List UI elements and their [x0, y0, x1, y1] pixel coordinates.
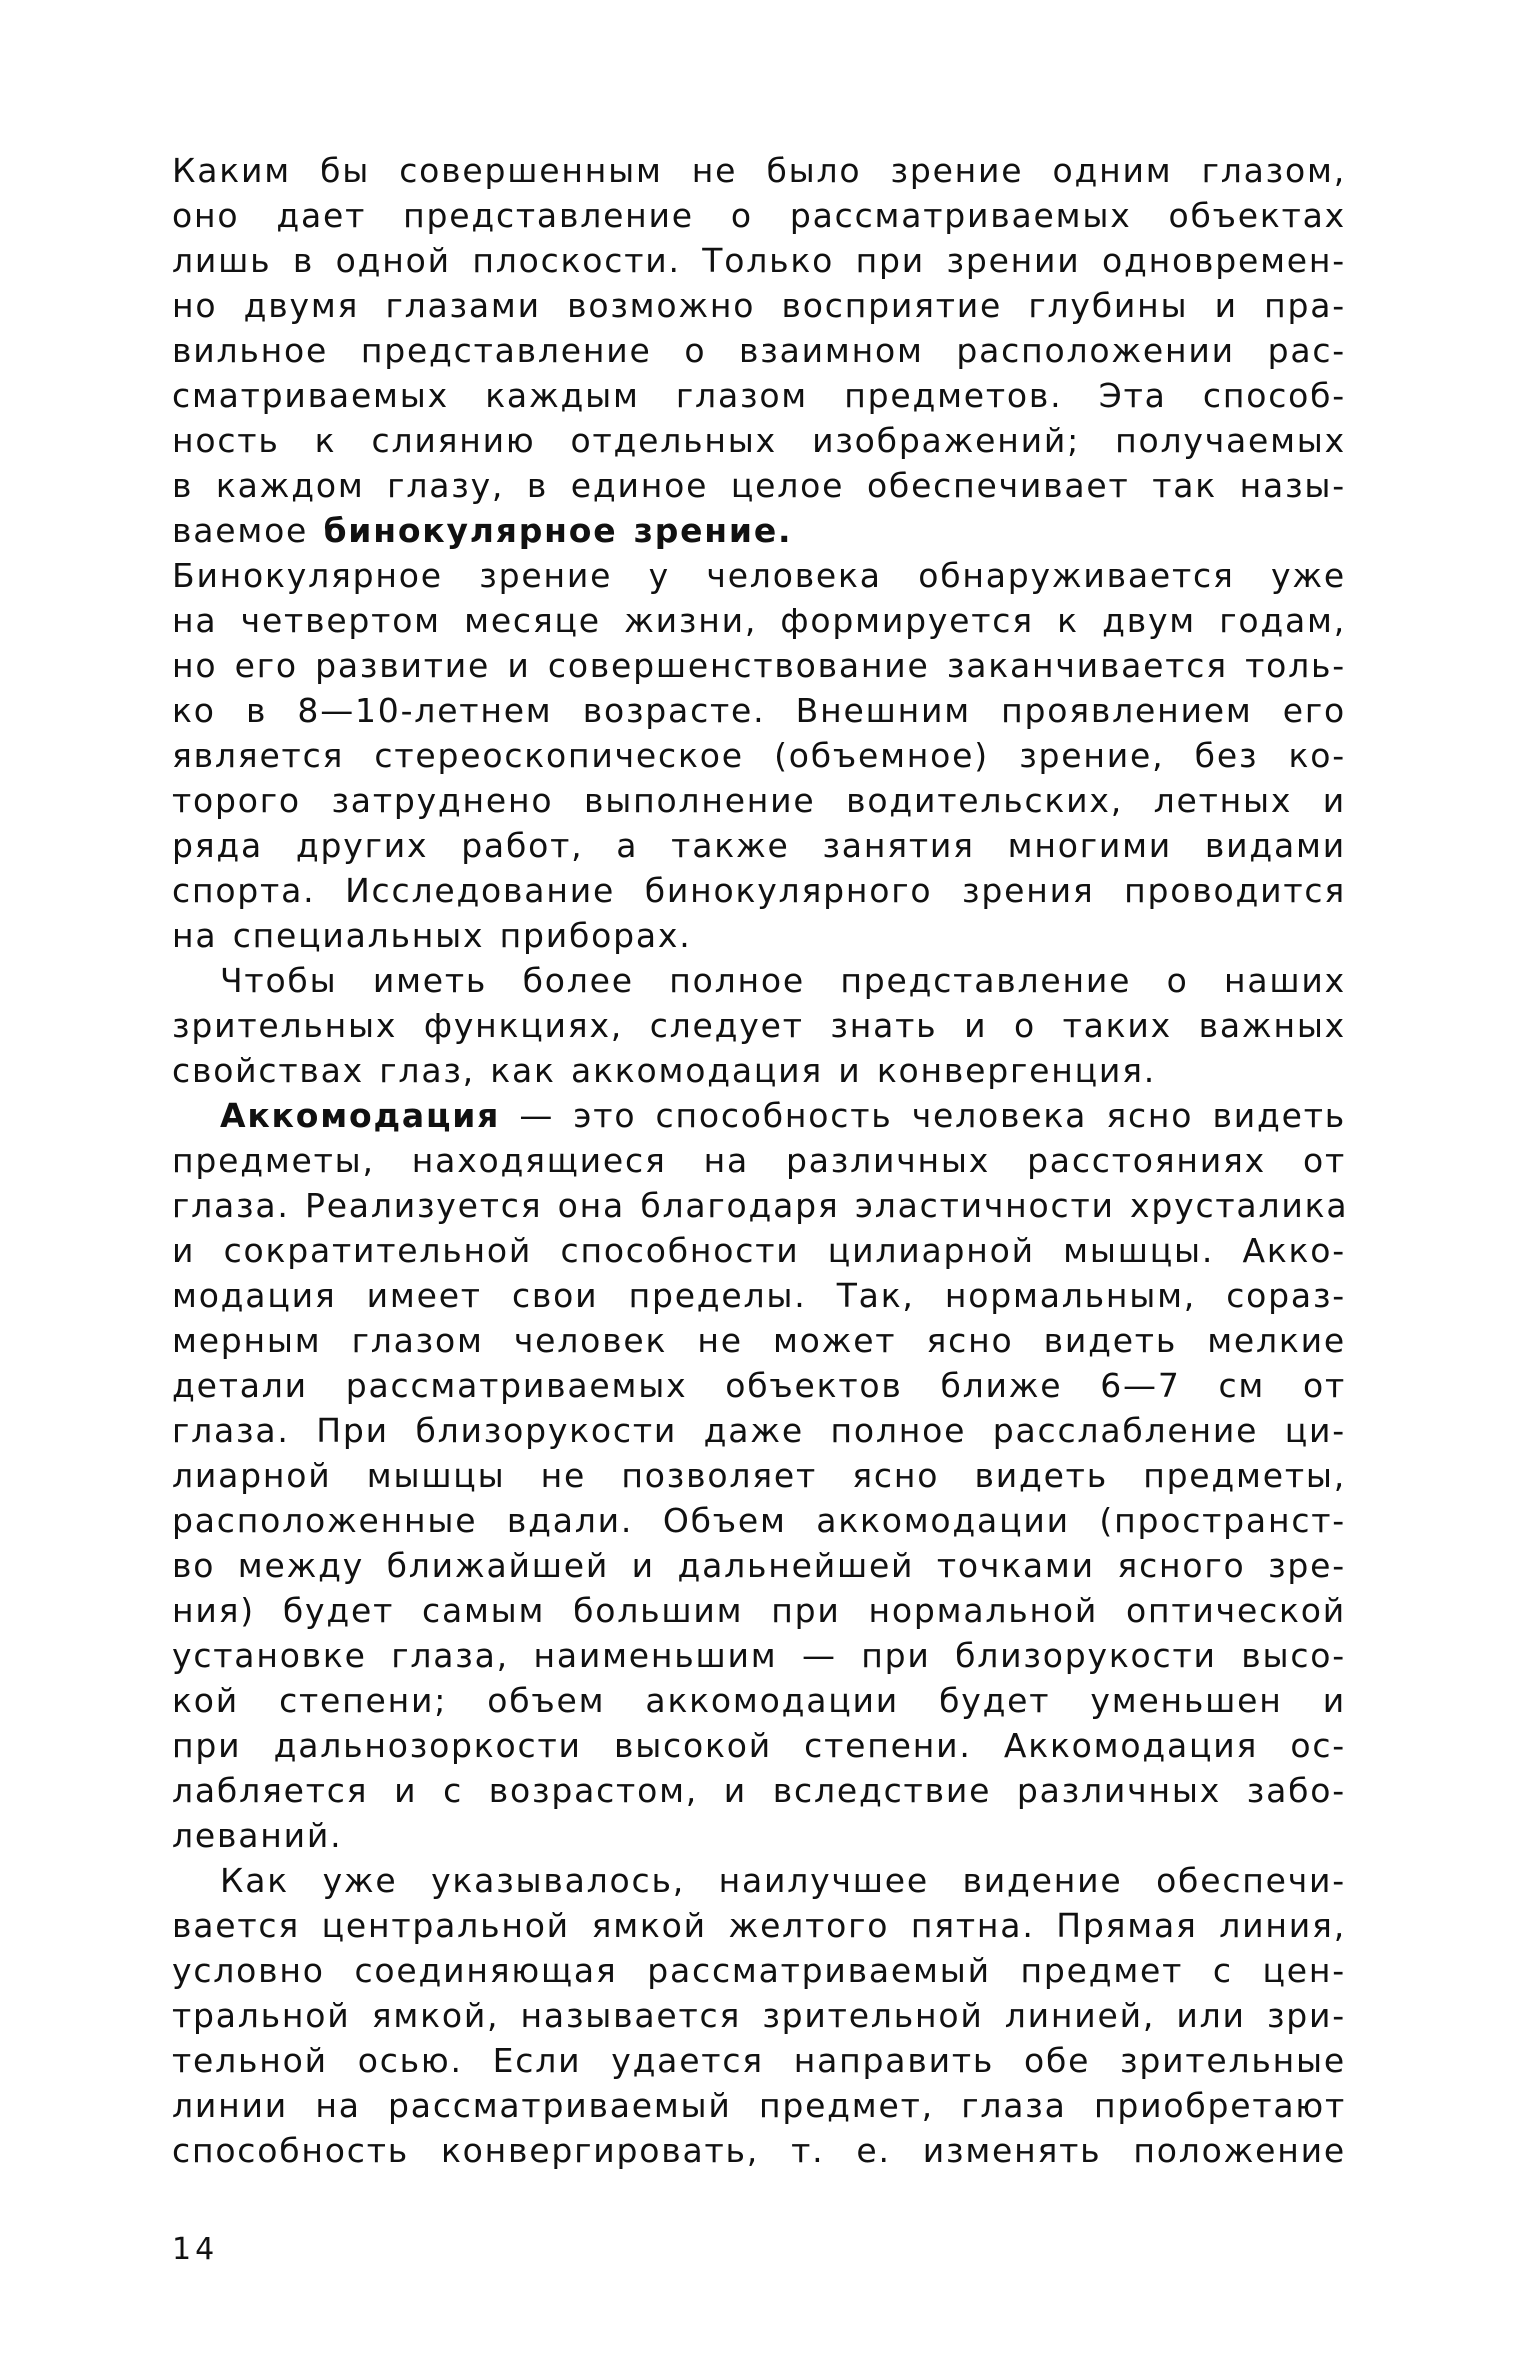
- text-line: установке глаза, наименьшим — при близорукости высо-: [172, 1636, 1346, 1675]
- text-line: при дальнозоркости высокой степени. Аккомодация ос-: [172, 1726, 1346, 1765]
- text-line: но его развитие и совершенствование заканчивается толь-: [172, 646, 1346, 685]
- text-line: лиарной мышцы не позволяет ясно видеть предметы,: [172, 1456, 1346, 1495]
- text-line: Бинокулярное зрение у человека обнаруживается уже: [172, 556, 1346, 595]
- text-line: и сократительной способности цилиарной мышцы. Акко-: [172, 1231, 1346, 1270]
- text-line: оно дает представление о рассматриваемых объектах: [172, 196, 1346, 235]
- text-line: мерным глазом человек не может ясно видеть мелкие: [172, 1321, 1346, 1360]
- text-line-with-term: [172, 508, 1346, 553]
- text-line: ряда других работ, а также занятия многими видами: [172, 826, 1346, 865]
- text-line: модация имеет свои пределы. Так, нормальным, сораз-: [172, 1276, 1346, 1315]
- paragraph-accommodation: [172, 1093, 1349, 1858]
- paragraph-binocular-intro: [172, 148, 1346, 553]
- page-number: 14: [172, 2232, 219, 2267]
- paragraph-convergence: [172, 1858, 1346, 2173]
- term-binocular-vision: бинокулярное зрение.: [323, 511, 793, 550]
- text-line: леваний.: [172, 1816, 343, 1855]
- text-line: вается центральной ямкой желтого пятна. Прямая линия,: [172, 1906, 1346, 1945]
- text-line: Как уже указывалось, наилучшее видение обеспечи-: [220, 1861, 1346, 1900]
- text-line: сматриваемых каждым глазом предметов. Эта способ-: [172, 376, 1346, 415]
- text-line: условно соединяющая рассматриваемый предмет с цен-: [172, 1951, 1346, 1990]
- term-accommodation: Аккомодация: [220, 1096, 501, 1135]
- text-line: детали рассматриваемых объектов ближе 6—7 см от: [172, 1366, 1346, 1405]
- text-line: во между ближайшей и дальнейшей точками ясного зре-: [172, 1546, 1346, 1585]
- text-line: спорта. Исследование бинокулярного зрения проводится: [172, 871, 1346, 910]
- text-line: Каким бы совершенным не было зрение одним глазом,: [172, 151, 1346, 190]
- text-line: но двумя глазами возможно восприятие глубины и пра-: [172, 286, 1346, 325]
- text-fragment: ваемое: [172, 511, 324, 550]
- text-line: тельной осью. Если удается направить обе зрительные: [172, 2041, 1346, 2080]
- text-line: вильное представление о взаимном расположении рас-: [172, 331, 1346, 370]
- paragraph-visual-functions: [172, 958, 1346, 1093]
- text-line: торого затруднено выполнение водительских, летных и: [172, 781, 1346, 820]
- text-line: предметы, находящиеся на различных расстояниях от: [172, 1141, 1346, 1180]
- text-line: на специальных приборах.: [172, 916, 692, 955]
- text-line: свойствах глаз, как аккомодация и конвергенция.: [172, 1051, 1157, 1090]
- text-line: тральной ямкой, называется зрительной линией, или зри-: [172, 1996, 1346, 2035]
- text-line: является стереоскопическое (объемное) зрение, без ко-: [172, 736, 1346, 775]
- text-line: способность конвергировать, т. е. изменять положение: [172, 2131, 1346, 2170]
- text-line: глаза. При близорукости даже полное расслабление ци-: [172, 1411, 1346, 1450]
- text-line: на четвертом месяце жизни, формируется к двум годам,: [172, 601, 1346, 640]
- page-text: [172, 148, 1349, 2173]
- text-line: зрительных функциях, следует знать и о таких важных: [172, 1006, 1346, 1045]
- text-line: лабляется и с возрастом, и вследствие различных забо-: [172, 1771, 1346, 1810]
- text-line: ность к слиянию отдельных изображений; получаемых: [172, 421, 1346, 460]
- text-line: лишь в одной плоскости. Только при зрении одновремен-: [172, 241, 1346, 280]
- text-line: в каждом глазу, в единое целое обеспечивает так назы-: [172, 466, 1346, 505]
- paragraph-binocular-development: [172, 553, 1346, 958]
- text-line: ния) будет самым большим при нормальной оптической: [172, 1591, 1346, 1630]
- text-line: ко в 8—10-летнем возрасте. Внешним проявлением его: [172, 691, 1346, 730]
- text-line: глаза. Реализуется она благодаря эластичности хрусталика: [172, 1186, 1349, 1225]
- text-line: Чтобы иметь более полное представление о наших: [220, 961, 1346, 1000]
- text-fragment: — это способность человека ясно видеть: [500, 1096, 1346, 1135]
- text-line: кой степени; объем аккомодации будет уменьшен и: [172, 1681, 1346, 1720]
- text-line: расположенные вдали. Объем аккомодации (пространст-: [172, 1501, 1346, 1540]
- text-line-with-term: [172, 1093, 1346, 1138]
- text-line: линии на рассматриваемый предмет, глаза приобретают: [172, 2086, 1346, 2125]
